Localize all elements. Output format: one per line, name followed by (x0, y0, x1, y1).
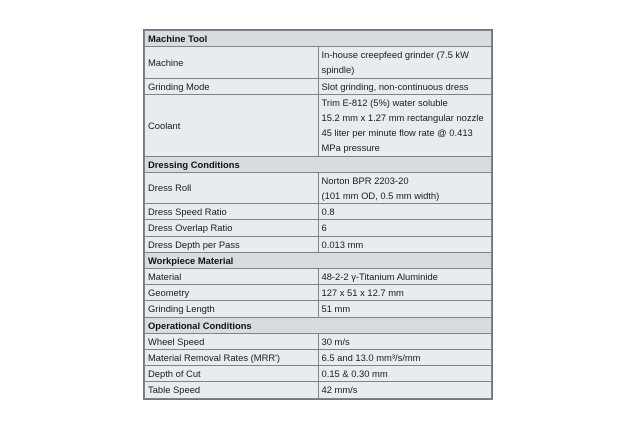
value-line: 15.2 mm x 1.27 mm rectangular nozzle (321, 112, 484, 124)
table-row (145, 94, 492, 156)
value-line: In-house creepfeed grinder (7.5 kW (321, 49, 469, 61)
parameter-value (318, 285, 492, 301)
parameter-value (318, 269, 492, 285)
parameter-label: Material Removal Rates (MRR') (145, 350, 319, 366)
table-row (145, 172, 492, 203)
section-title: Dressing Conditions (145, 156, 492, 172)
value-line: 0.013 mm (321, 238, 364, 250)
parameter-label: Grinding Mode (145, 78, 319, 94)
section-title: Workpiece Material (145, 252, 492, 268)
table-row (145, 269, 492, 285)
parameter-value (318, 382, 492, 398)
value-line: 45 liter per minute flow rate @ 0.413 (321, 127, 473, 139)
section-title: Machine Tool (145, 31, 492, 47)
section-title: Operational Conditions (145, 317, 492, 333)
table-row (145, 285, 492, 301)
parameter-label: Coolant (145, 94, 319, 156)
section-header-row (145, 252, 492, 268)
value-line: 30 m/s (321, 335, 350, 347)
spec-table-body (145, 31, 492, 399)
parameter-label: Geometry (145, 285, 319, 301)
parameter-value (318, 172, 492, 203)
parameter-value (318, 333, 492, 349)
table-row (145, 301, 492, 317)
value-line: 0.15 & 0.30 mm (321, 368, 388, 380)
value-line: Norton BPR 2203-20 (321, 174, 409, 186)
table-row (145, 236, 492, 252)
value-line: 42 mm/s (321, 384, 358, 396)
specification-table (143, 29, 493, 400)
table-row (145, 350, 492, 366)
parameter-label: Dress Roll (145, 172, 319, 203)
parameter-label: Dress Speed Ratio (145, 204, 319, 220)
section-header-row (145, 317, 492, 333)
value-line: 127 x 51 x 12.7 mm (321, 287, 404, 299)
parameter-value (318, 204, 492, 220)
parameter-value (318, 220, 492, 236)
parameter-value (318, 47, 492, 78)
value-line: Trim E-812 (5%) water soluble (321, 96, 448, 108)
parameter-value (318, 366, 492, 382)
value-line: 51 mm (321, 303, 351, 315)
value-line: spindle) (321, 64, 355, 76)
parameter-value (318, 350, 492, 366)
parameter-value (318, 78, 492, 94)
parameter-label: Grinding Length (145, 301, 319, 317)
parameter-value (318, 301, 492, 317)
value-line: 0.8 (321, 206, 335, 218)
spec-table-grid (144, 30, 492, 399)
section-header-row (145, 31, 492, 47)
table-row (145, 366, 492, 382)
value-line: (101 mm OD, 0.5 mm width) (321, 190, 440, 202)
value-line: MPa pressure (321, 142, 380, 154)
value-line: Slot grinding, non-continuous dress (321, 80, 469, 92)
parameter-label: Dress Overlap Ratio (145, 220, 319, 236)
parameter-value (318, 94, 492, 156)
table-row (145, 78, 492, 94)
section-header-row (145, 156, 492, 172)
value-line: 6.5 and 13.0 mm³/s/mm (321, 352, 421, 364)
parameter-label: Machine (145, 47, 319, 78)
table-row (145, 382, 492, 398)
table-row (145, 47, 492, 78)
parameter-label: Dress Depth per Pass (145, 236, 319, 252)
parameter-label: Table Speed (145, 382, 319, 398)
parameter-label: Material (145, 269, 319, 285)
table-row (145, 333, 492, 349)
parameter-label: Depth of Cut (145, 366, 319, 382)
table-row (145, 220, 492, 236)
table-row (145, 204, 492, 220)
value-line: 48-2-2 γ-Titanium Aluminide (321, 271, 438, 283)
value-line: 6 (321, 222, 327, 234)
parameter-label: Wheel Speed (145, 333, 319, 349)
parameter-value (318, 236, 492, 252)
